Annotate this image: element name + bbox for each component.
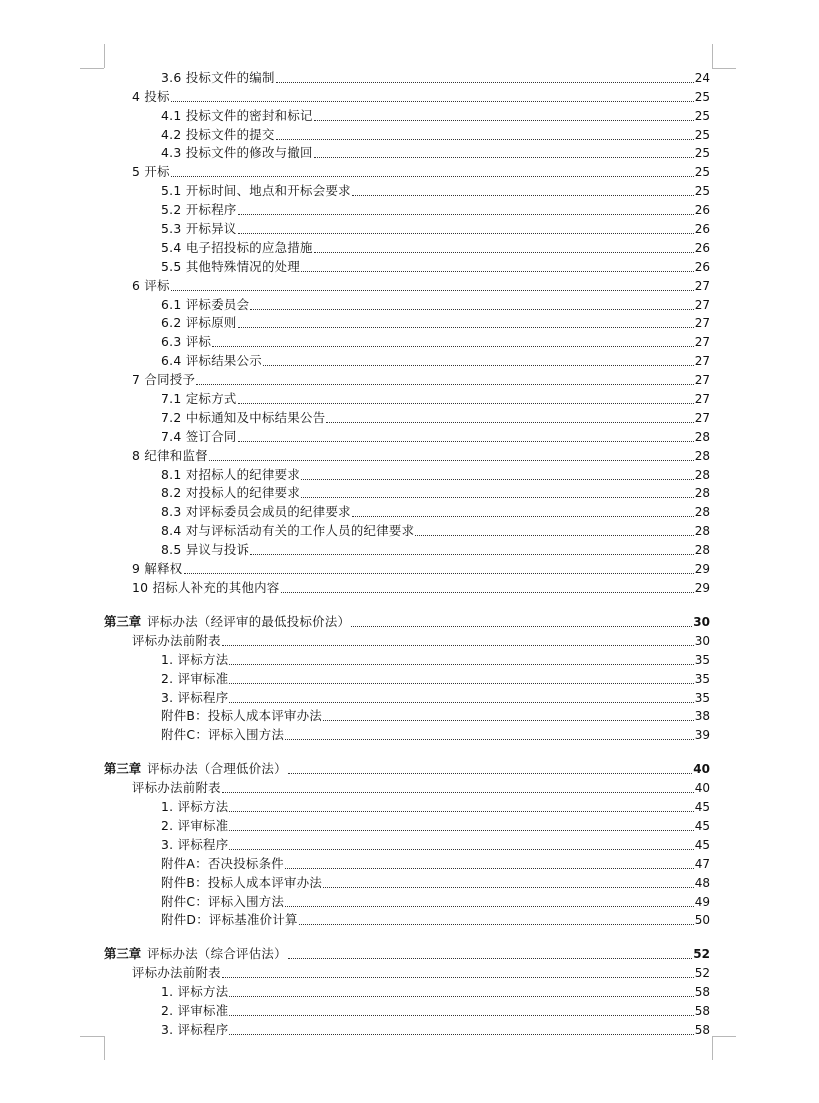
- toc-dot-leader: [229, 1014, 693, 1016]
- toc-entry-title: 9 解释权: [132, 561, 183, 577]
- toc-entry[interactable]: [0, 68, 710, 87]
- toc-chapter-entry[interactable]: [0, 609, 710, 631]
- toc-chapter-prefix: 第三章: [104, 761, 142, 777]
- toc-dot-leader: [299, 923, 694, 925]
- toc-entry-title: 4.3 投标文件的修改与撤回: [161, 145, 313, 161]
- toc-entry[interactable]: [0, 125, 710, 144]
- toc-dot-leader: [281, 591, 694, 593]
- toc-entry[interactable]: [0, 835, 710, 854]
- toc-entry-title: 7.4 签订合同: [161, 428, 237, 444]
- toc-dot-leader: [184, 572, 694, 574]
- toc-entry-title: 8.5 异议与投诉: [161, 542, 250, 558]
- toc-dot-leader: [212, 345, 693, 347]
- toc-entry-title: 6 评标: [132, 277, 170, 293]
- toc-entry[interactable]: [0, 257, 710, 276]
- toc-dot-leader: [301, 270, 694, 272]
- toc-entry-title: 8.1 对招标人的纪律要求: [161, 466, 301, 482]
- toc-entry[interactable]: [0, 1020, 710, 1039]
- toc-entry[interactable]: [0, 200, 710, 219]
- toc-page-number: 52: [694, 966, 710, 981]
- toc-entry[interactable]: [0, 669, 710, 688]
- toc-entry[interactable]: [0, 816, 710, 835]
- toc-dot-leader: [238, 440, 694, 442]
- toc-entry-title: 3. 评标程序: [161, 1021, 229, 1037]
- toc-dot-leader: [171, 289, 694, 291]
- toc-chapter-entry[interactable]: [0, 756, 710, 778]
- toc-entry[interactable]: [0, 707, 710, 726]
- toc-page-number: 25: [694, 127, 710, 142]
- toc-chapter-entry[interactable]: [0, 941, 710, 963]
- toc-entry[interactable]: [0, 389, 710, 408]
- toc-dot-leader: [229, 829, 693, 831]
- toc-page-number: 35: [694, 671, 710, 686]
- toc-entry-title: 5.5 其他特殊情况的处理: [161, 258, 301, 274]
- toc-entry-title: 评标办法前附表: [132, 780, 221, 796]
- toc-entry[interactable]: [0, 427, 710, 446]
- toc-entry[interactable]: [0, 540, 710, 559]
- toc-entry-title: 附件C：评标入围方法: [161, 893, 285, 909]
- toc-dot-leader: [238, 326, 694, 328]
- toc-dot-leader: [314, 119, 694, 121]
- toc-page-number: 35: [694, 652, 710, 667]
- toc-entry[interactable]: [0, 559, 710, 578]
- toc-entry[interactable]: [0, 892, 710, 911]
- toc-dot-leader: [415, 534, 693, 536]
- toc-entry[interactable]: [0, 725, 710, 744]
- toc-page-number: 27: [694, 410, 710, 425]
- toc-dot-leader: [222, 976, 694, 978]
- toc-page-number: 26: [694, 222, 710, 237]
- toc-page-number: 52: [693, 947, 710, 962]
- toc-entry[interactable]: [0, 854, 710, 873]
- toc-dot-leader: [229, 682, 693, 684]
- toc-dot-leader: [229, 848, 693, 850]
- toc-dot-leader: [229, 995, 693, 997]
- toc-dot-leader: [323, 719, 694, 721]
- toc-entry-title: 8.4 对与评标活动有关的工作人员的纪律要求: [161, 523, 415, 539]
- toc-page-number: 28: [694, 543, 710, 558]
- toc-entry[interactable]: [0, 370, 710, 389]
- toc-dot-leader: [352, 515, 694, 517]
- toc-entry[interactable]: [0, 314, 710, 333]
- table-of-contents: [0, 68, 819, 1039]
- toc-entry-title: 5 开标: [132, 164, 170, 180]
- toc-entry-title: 评标办法（经评审的最低投标价法）: [147, 613, 351, 629]
- toc-entry[interactable]: [0, 631, 710, 650]
- toc-entry[interactable]: [0, 521, 710, 540]
- toc-entry-title: 附件B：投标人成本评审办法: [161, 708, 323, 724]
- toc-entry[interactable]: [0, 181, 710, 200]
- toc-entry[interactable]: [0, 578, 710, 597]
- toc-entry[interactable]: [0, 238, 710, 257]
- crop-mark-top-right-v: [712, 44, 713, 68]
- toc-entry-title: 2. 评审标准: [161, 817, 229, 833]
- toc-entry-title: 5.2 开标程序: [161, 202, 237, 218]
- toc-dot-leader: [323, 886, 694, 888]
- toc-entry[interactable]: [0, 650, 710, 669]
- toc-dot-leader: [285, 738, 694, 740]
- toc-dot-leader: [263, 364, 694, 366]
- toc-entry-title: 6.3 评标: [161, 334, 212, 350]
- toc-entry-title: 8 纪律和监督: [132, 447, 208, 463]
- toc-entry-title: 3. 评标程序: [161, 836, 229, 852]
- toc-dot-leader: [171, 175, 694, 177]
- toc-entry-title: 8.3 对评标委员会成员的纪律要求: [161, 504, 351, 520]
- toc-page-number: 58: [694, 1022, 710, 1037]
- crop-mark-bottom-right-v: [712, 1036, 713, 1060]
- crop-mark-top-left-v: [104, 44, 105, 68]
- toc-page-number: 30: [693, 614, 710, 629]
- toc-entry-title: 2. 评审标准: [161, 1003, 229, 1019]
- toc-entry[interactable]: [0, 484, 710, 503]
- toc-entry[interactable]: [0, 351, 710, 370]
- toc-page-number: 26: [694, 259, 710, 274]
- toc-entry[interactable]: [0, 408, 710, 427]
- toc-dot-leader: [351, 625, 692, 627]
- toc-dot-leader: [276, 138, 694, 140]
- toc-entry-title: 7.1 定标方式: [161, 391, 237, 407]
- toc-entry-title: 6.4 评标结果公示: [161, 353, 262, 369]
- toc-entry[interactable]: [0, 982, 710, 1001]
- toc-page-number: 45: [694, 837, 710, 852]
- toc-entry[interactable]: [0, 963, 710, 982]
- toc-entry-title: 附件A：否决投标条件: [161, 855, 284, 871]
- toc-entry-title: 附件D：评标基准价计算: [161, 912, 298, 928]
- toc-entry[interactable]: [0, 144, 710, 163]
- toc-page-number: 48: [694, 875, 710, 890]
- toc-entry-title: 评标办法前附表: [132, 632, 221, 648]
- toc-entry[interactable]: [0, 502, 710, 521]
- toc-page-number: 28: [694, 467, 710, 482]
- toc-dot-leader: [352, 194, 694, 196]
- toc-page-number: 25: [694, 108, 710, 123]
- toc-entry[interactable]: [0, 1001, 710, 1020]
- toc-entry-title: 4.2 投标文件的提交: [161, 126, 275, 142]
- toc-entry-title: 3. 评标程序: [161, 689, 229, 705]
- toc-entry[interactable]: [0, 276, 710, 295]
- toc-page-number: 49: [694, 894, 710, 909]
- toc-page-number: 28: [694, 486, 710, 501]
- toc-entry-title: 附件B：投标人成本评审办法: [161, 874, 323, 890]
- toc-entry-title: 8.2 对投标人的纪律要求: [161, 485, 301, 501]
- toc-entry-title: 10 招标人补充的其他内容: [132, 579, 280, 595]
- toc-entry[interactable]: [0, 778, 710, 797]
- toc-page-number: 27: [694, 335, 710, 350]
- toc-dot-leader: [229, 701, 693, 703]
- toc-entry[interactable]: [0, 797, 710, 816]
- toc-dot-leader: [171, 100, 694, 102]
- toc-page-number: 28: [694, 505, 710, 520]
- toc-entry[interactable]: [0, 106, 710, 125]
- toc-entry-title: 5.1 开标时间、地点和开标会要求: [161, 183, 351, 199]
- toc-page-number: 29: [694, 562, 710, 577]
- toc-page-number: 38: [694, 709, 710, 724]
- toc-page-number: 25: [694, 146, 710, 161]
- toc-entry[interactable]: [0, 873, 710, 892]
- toc-dot-leader: [229, 810, 693, 812]
- toc-dot-leader: [222, 791, 694, 793]
- toc-dot-leader: [285, 867, 694, 869]
- toc-entry[interactable]: [0, 87, 710, 106]
- toc-entry[interactable]: [0, 911, 710, 930]
- toc-entry-title: 评标办法（综合评估法）: [147, 946, 287, 962]
- toc-entry-title: 6.2 评标原则: [161, 315, 237, 331]
- toc-entry-title: 5.4 电子招投标的应急措施: [161, 239, 313, 255]
- toc-dot-leader: [326, 421, 693, 423]
- toc-page-number: 25: [694, 184, 710, 199]
- toc-page-number: 27: [694, 278, 710, 293]
- toc-dot-leader: [229, 1033, 693, 1035]
- toc-chapter-prefix: 第三章: [104, 613, 142, 629]
- toc-dot-leader: [209, 459, 694, 461]
- toc-entry[interactable]: [0, 688, 710, 707]
- toc-page-number: 27: [694, 297, 710, 312]
- toc-page-number: 25: [694, 165, 710, 180]
- toc-entry-title: 2. 评审标准: [161, 670, 229, 686]
- toc-chapter-prefix: 第三章: [104, 946, 142, 962]
- toc-dot-leader: [285, 905, 694, 907]
- toc-dot-leader: [238, 232, 694, 234]
- toc-dot-leader: [222, 644, 694, 646]
- toc-dot-leader: [250, 308, 693, 310]
- toc-page-number: 26: [694, 203, 710, 218]
- toc-page-number: 47: [694, 856, 710, 871]
- toc-entry-title: 4.1 投标文件的密封和标记: [161, 107, 313, 123]
- toc-dot-leader: [238, 402, 694, 404]
- toc-page-number: 24: [694, 70, 710, 85]
- toc-page-number: 40: [694, 781, 710, 796]
- toc-page-number: 29: [694, 580, 710, 595]
- crop-mark-bottom-left-v: [104, 1036, 105, 1060]
- toc-entry-title: 7.2 中标通知及中标结果公告: [161, 409, 326, 425]
- toc-entry[interactable]: [0, 295, 710, 314]
- toc-entry[interactable]: [0, 162, 710, 181]
- toc-page-number: 26: [694, 240, 710, 255]
- toc-page-number: 58: [694, 985, 710, 1000]
- toc-entry-title: 评标办法前附表: [132, 965, 221, 981]
- toc-dot-leader: [238, 213, 694, 215]
- toc-page-number: 28: [694, 448, 710, 463]
- toc-page-number: 39: [694, 728, 710, 743]
- toc-page-number: 25: [694, 89, 710, 104]
- toc-dot-leader: [196, 383, 694, 385]
- toc-entry[interactable]: [0, 332, 710, 351]
- toc-dot-leader: [288, 957, 693, 959]
- toc-dot-leader: [301, 496, 694, 498]
- toc-page-number: 28: [694, 524, 710, 539]
- toc-page-number: 35: [694, 690, 710, 705]
- toc-dot-leader: [314, 251, 694, 253]
- toc-page-number: 30: [694, 633, 710, 648]
- toc-entry-title: 1. 评标方法: [161, 799, 229, 815]
- toc-page-number: 40: [693, 762, 710, 777]
- toc-entry-title: 7 合同授予: [132, 372, 196, 388]
- toc-dot-leader: [250, 553, 693, 555]
- toc-entry[interactable]: [0, 219, 710, 238]
- toc-entry-title: 评标办法（合理低价法）: [147, 761, 287, 777]
- toc-page-number: 27: [694, 373, 710, 388]
- toc-dot-leader: [276, 81, 694, 83]
- toc-page-number: 58: [694, 1004, 710, 1019]
- toc-dot-leader: [301, 478, 694, 480]
- toc-page-number: 27: [694, 354, 710, 369]
- toc-entry-title: 6.1 评标委员会: [161, 296, 250, 312]
- toc-entry[interactable]: [0, 465, 710, 484]
- toc-page-number: 27: [694, 316, 710, 331]
- toc-entry-title: 4 投标: [132, 88, 170, 104]
- toc-dot-leader: [229, 663, 693, 665]
- toc-page-number: 45: [694, 818, 710, 833]
- toc-page-number: 45: [694, 800, 710, 815]
- toc-page-number: 50: [694, 913, 710, 928]
- toc-page-number: 28: [694, 429, 710, 444]
- toc-entry-title: 3.6 投标文件的编制: [161, 69, 275, 85]
- toc-entry-title: 附件C：评标入围方法: [161, 727, 285, 743]
- toc-entry-title: 5.3 开标异议: [161, 221, 237, 237]
- toc-entry-title: 1. 评标方法: [161, 984, 229, 1000]
- toc-dot-leader: [314, 156, 694, 158]
- toc-dot-leader: [288, 772, 693, 774]
- toc-entry[interactable]: [0, 446, 710, 465]
- toc-page-number: 27: [694, 392, 710, 407]
- toc-entry-title: 1. 评标方法: [161, 651, 229, 667]
